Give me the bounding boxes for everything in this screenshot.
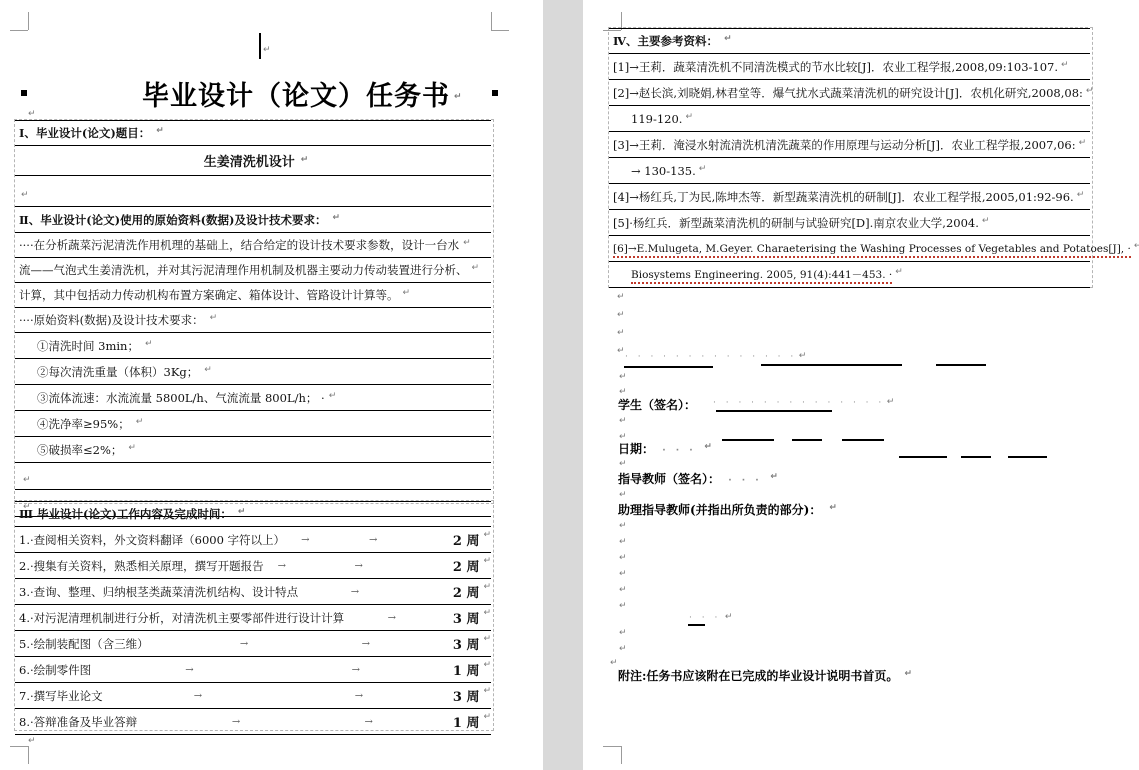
pilcrow-blank [619, 645, 627, 654]
student-signature-rule [716, 410, 832, 412]
date-rule-day [842, 439, 884, 441]
section2-paragraph: 流——气泡式生姜清洗机，并对其污泥清理作用机制及机器主要动力传动装置进行分析、 [19, 263, 468, 277]
table-row [609, 54, 1090, 80]
task-number: 2. [19, 558, 30, 573]
table-row [15, 463, 491, 490]
table-row [15, 437, 491, 463]
table-row [15, 411, 491, 437]
table-row: 7. ·撰写毕业论文 → → 3 周 ↵ [15, 683, 491, 709]
task-weeks: 1 周 [452, 716, 480, 731]
task-upper-table [15, 120, 491, 517]
table-row [15, 176, 491, 207]
table-row: 2. ·搜集有关资料，熟悉相关原理，撰写开题报告 → → 2 周 ↵ [15, 553, 491, 579]
task-weeks: 3 周 [452, 638, 480, 653]
signature-rule [761, 364, 902, 366]
dot-leader-top: · · · · · · · · · · · · · · ↵ [625, 352, 808, 362]
object-anchor-right [492, 90, 498, 96]
task-number: 3. [19, 584, 30, 599]
reference-line: [4]→杨红兵,丁为民,陈坤杰等．新型蔬菜清洗机的研制[J]．农业工程学报,2005,01:92-96. [613, 189, 1074, 204]
table-row: 3. ·查询、整理、归纳根茎类蔬菜清洗机结构、设计特点 → 2 周 ↵ [15, 579, 491, 605]
task-number: 1. [19, 532, 30, 547]
task-number: 5. [19, 636, 30, 651]
requirement-item: ②每次清洗重量（体积）3Kg； [37, 364, 199, 379]
task-weeks: 3 周 [452, 612, 480, 627]
table-row [609, 106, 1090, 132]
table-row: 1. ·查阅相关资料，外文资料翻译（6000 字符以上） → → 2 周 ↵ [15, 527, 491, 553]
table-row [15, 308, 491, 333]
work-plan-table [15, 501, 491, 735]
table-row [609, 80, 1090, 106]
task-text: ·对污泥清理机制进行分析，对清洗机主要零部件进行设计计算 [29, 610, 345, 625]
table-row: 5. ·绘制装配图（含三维） → → 3 周 ↵ [15, 631, 491, 657]
task-text: ·答辩准备及毕业答辩 [29, 714, 138, 729]
reference-line: → 130-135. [631, 163, 696, 178]
signature-rule [624, 366, 713, 368]
page-title-text: 毕业设计（论文）任务书 [142, 81, 450, 112]
task-text: ·查阅相关资料，外文资料翻译（6000 字符以上） [29, 532, 286, 547]
pilcrow-blank [619, 570, 627, 579]
task-text: ·搜集有关资料，熟悉相关原理，撰写开题报告 [29, 558, 264, 573]
table-row: 4. ·对污泥清理机制进行分析，对清洗机主要零部件进行设计计算 → 3 周 ↵ [15, 605, 491, 631]
section2-requirements-heading: ····原始资料(数据)及设计技术要求： [19, 313, 204, 327]
pilcrow-page-end [28, 737, 36, 746]
advisor-date-rule-month [961, 456, 991, 458]
student-dot-leader: · · · · · · · · · · · · · · ↵ [713, 398, 896, 408]
reference-line: [2]→赵长滨,刘晓娟,林君堂等．爆气扰水式蔬菜清洗机的研究设计[J]．农机化研究,2008,08: [613, 85, 1083, 100]
table-row [15, 207, 491, 233]
text-caret [259, 33, 261, 59]
pilcrow-blank [619, 373, 627, 382]
table-row: 6. ·绘制零件图 → → 1 周 ↵ [15, 657, 491, 683]
pilcrow-blank [617, 347, 625, 356]
pilcrow-blank [617, 293, 625, 302]
table-row [609, 132, 1090, 158]
task-weeks: 3 周 [452, 690, 480, 705]
date-rule-month [792, 439, 822, 441]
table-row [15, 385, 491, 411]
assistant-date-rule [688, 624, 705, 626]
task-text: ·撰写毕业论文 [29, 688, 103, 703]
assistant-advisor-label: 助理指导教师(并指出所负责的部分)： ↵ [618, 501, 829, 518]
table-row [609, 184, 1090, 210]
page-left [0, 0, 543, 770]
table-row [609, 158, 1090, 184]
table-row [15, 502, 491, 527]
thesis-topic: 生姜清洗机设计 [203, 155, 295, 170]
advisor-signature-label: 指导教师（签名）： · · · ↵ [618, 470, 770, 487]
requirement-item: ③流体流速：水流流量 5800L/h、气流流量 800L/h； · [37, 390, 325, 405]
section1-heading: Ⅰ、毕业设计(论文)题目： [19, 126, 151, 140]
reference-line: Biosystems Engineering. 2005, 91(4):441－453. · [631, 269, 892, 284]
task-weeks: 2 周 [452, 534, 480, 549]
pilcrow-blank [619, 522, 627, 531]
task-weeks: 2 周 [452, 560, 480, 575]
task-text: ·查询、整理、归纳根茎类蔬菜清洗机结构、设计特点 [29, 584, 299, 599]
signature-rule [936, 364, 986, 366]
section2-paragraph: 计算，其中包括动力传动机构布置方案确定、箱体设计、管路设计计算等。 [19, 288, 399, 302]
reference-line: 119-120. [631, 111, 683, 126]
task-number: 7. [19, 688, 30, 703]
table-row [15, 283, 491, 308]
object-anchor-left [21, 90, 27, 96]
task-text: ·绘制装配图（含三维） [29, 636, 149, 651]
table-row [15, 258, 491, 283]
table-row [609, 210, 1090, 236]
table-row [15, 121, 491, 146]
table-row [15, 233, 491, 258]
pilcrow-blank [617, 311, 625, 320]
advisor-date-rule-year [899, 456, 947, 458]
pilcrow-title-top [263, 46, 271, 55]
section2-heading: Ⅱ、毕业设计(论文)使用的原始资料(数据)及设计技术要求： [19, 212, 327, 227]
table-row: 8. ·答辩准备及毕业答辩 → → 1 周 ↵ [15, 709, 491, 735]
pilcrow-blank [617, 329, 625, 338]
pilcrow-blank [619, 460, 627, 469]
requirement-item: ⑤破损率≤2%； [37, 442, 123, 457]
page-right [583, 0, 1139, 770]
task-number: 6. [19, 662, 30, 677]
pilcrow-blank [619, 491, 627, 500]
section2-paragraph: ····在分析蔬菜污泥清洗作用机理的基础上，结合给定的设计技术要求参数，设计一台水 [19, 238, 460, 252]
page-title [142, 74, 459, 113]
section4-heading: Ⅳ、主要参考资料： [613, 34, 719, 48]
pilcrow-blank [619, 538, 627, 547]
requirement-item: ①清洗时间 3min； [37, 338, 139, 353]
date-label: 日期： · · · ↵ [618, 440, 704, 457]
reference-line: [5]·杨红兵．新型蔬菜清洗机的研制与试验研究[D].南京农业大学,2004. [613, 215, 979, 230]
pilcrow-blank [619, 586, 627, 595]
table-row [609, 262, 1090, 288]
pilcrow-blank [619, 417, 627, 426]
reference-line: [6]→E.Mulugeta, M.Geyer. Charaeterising the Washing Processes of Vegetables and Potatoes[J], · [613, 243, 1131, 258]
page-gutter [543, 0, 583, 770]
pilcrow-before-table [28, 110, 36, 119]
table-row [609, 29, 1090, 54]
date-rule-year [722, 439, 774, 441]
pilcrow-blank [619, 629, 627, 638]
advisor-date-rule-day [1008, 456, 1047, 458]
task-text: ·绘制零件图 [29, 662, 92, 677]
table-row [15, 146, 491, 176]
references-table [609, 28, 1131, 288]
student-signature-label: 学生（签名）： [618, 398, 697, 412]
task-number: 4. [19, 610, 30, 625]
footer-note: 附注:任务书应该附在已完成的毕业设计说明书首页。 ↵ [618, 667, 906, 684]
assistant-date-dots: · · · ↵ [689, 613, 732, 623]
task-weeks: 1 周 [452, 664, 480, 679]
task-weeks: 2 周 [452, 586, 480, 601]
section3-heading: Ⅲ 毕业设计(论文)工作内容及完成时间： [19, 507, 232, 521]
table-row [609, 236, 1090, 262]
requirement-item: ④洗净率≥95%； [37, 416, 130, 431]
task-number: 8. [19, 714, 30, 729]
table-row [15, 333, 491, 359]
pilcrow-blank [619, 554, 627, 563]
reference-line: [1]→王莉．蔬菜清洗机不同清洗模式的节水比较[J]．农业工程学报,2008,09:103-107. [613, 59, 1059, 74]
reference-line: [3]→王莉．淹浸水射流清洗机清洗蔬菜的作用原理与运动分析[J]．农业工程学报,2007,06: [613, 137, 1076, 152]
pilcrow-blank [619, 602, 627, 611]
pilcrow-blank [610, 659, 618, 668]
table-row [15, 359, 491, 385]
